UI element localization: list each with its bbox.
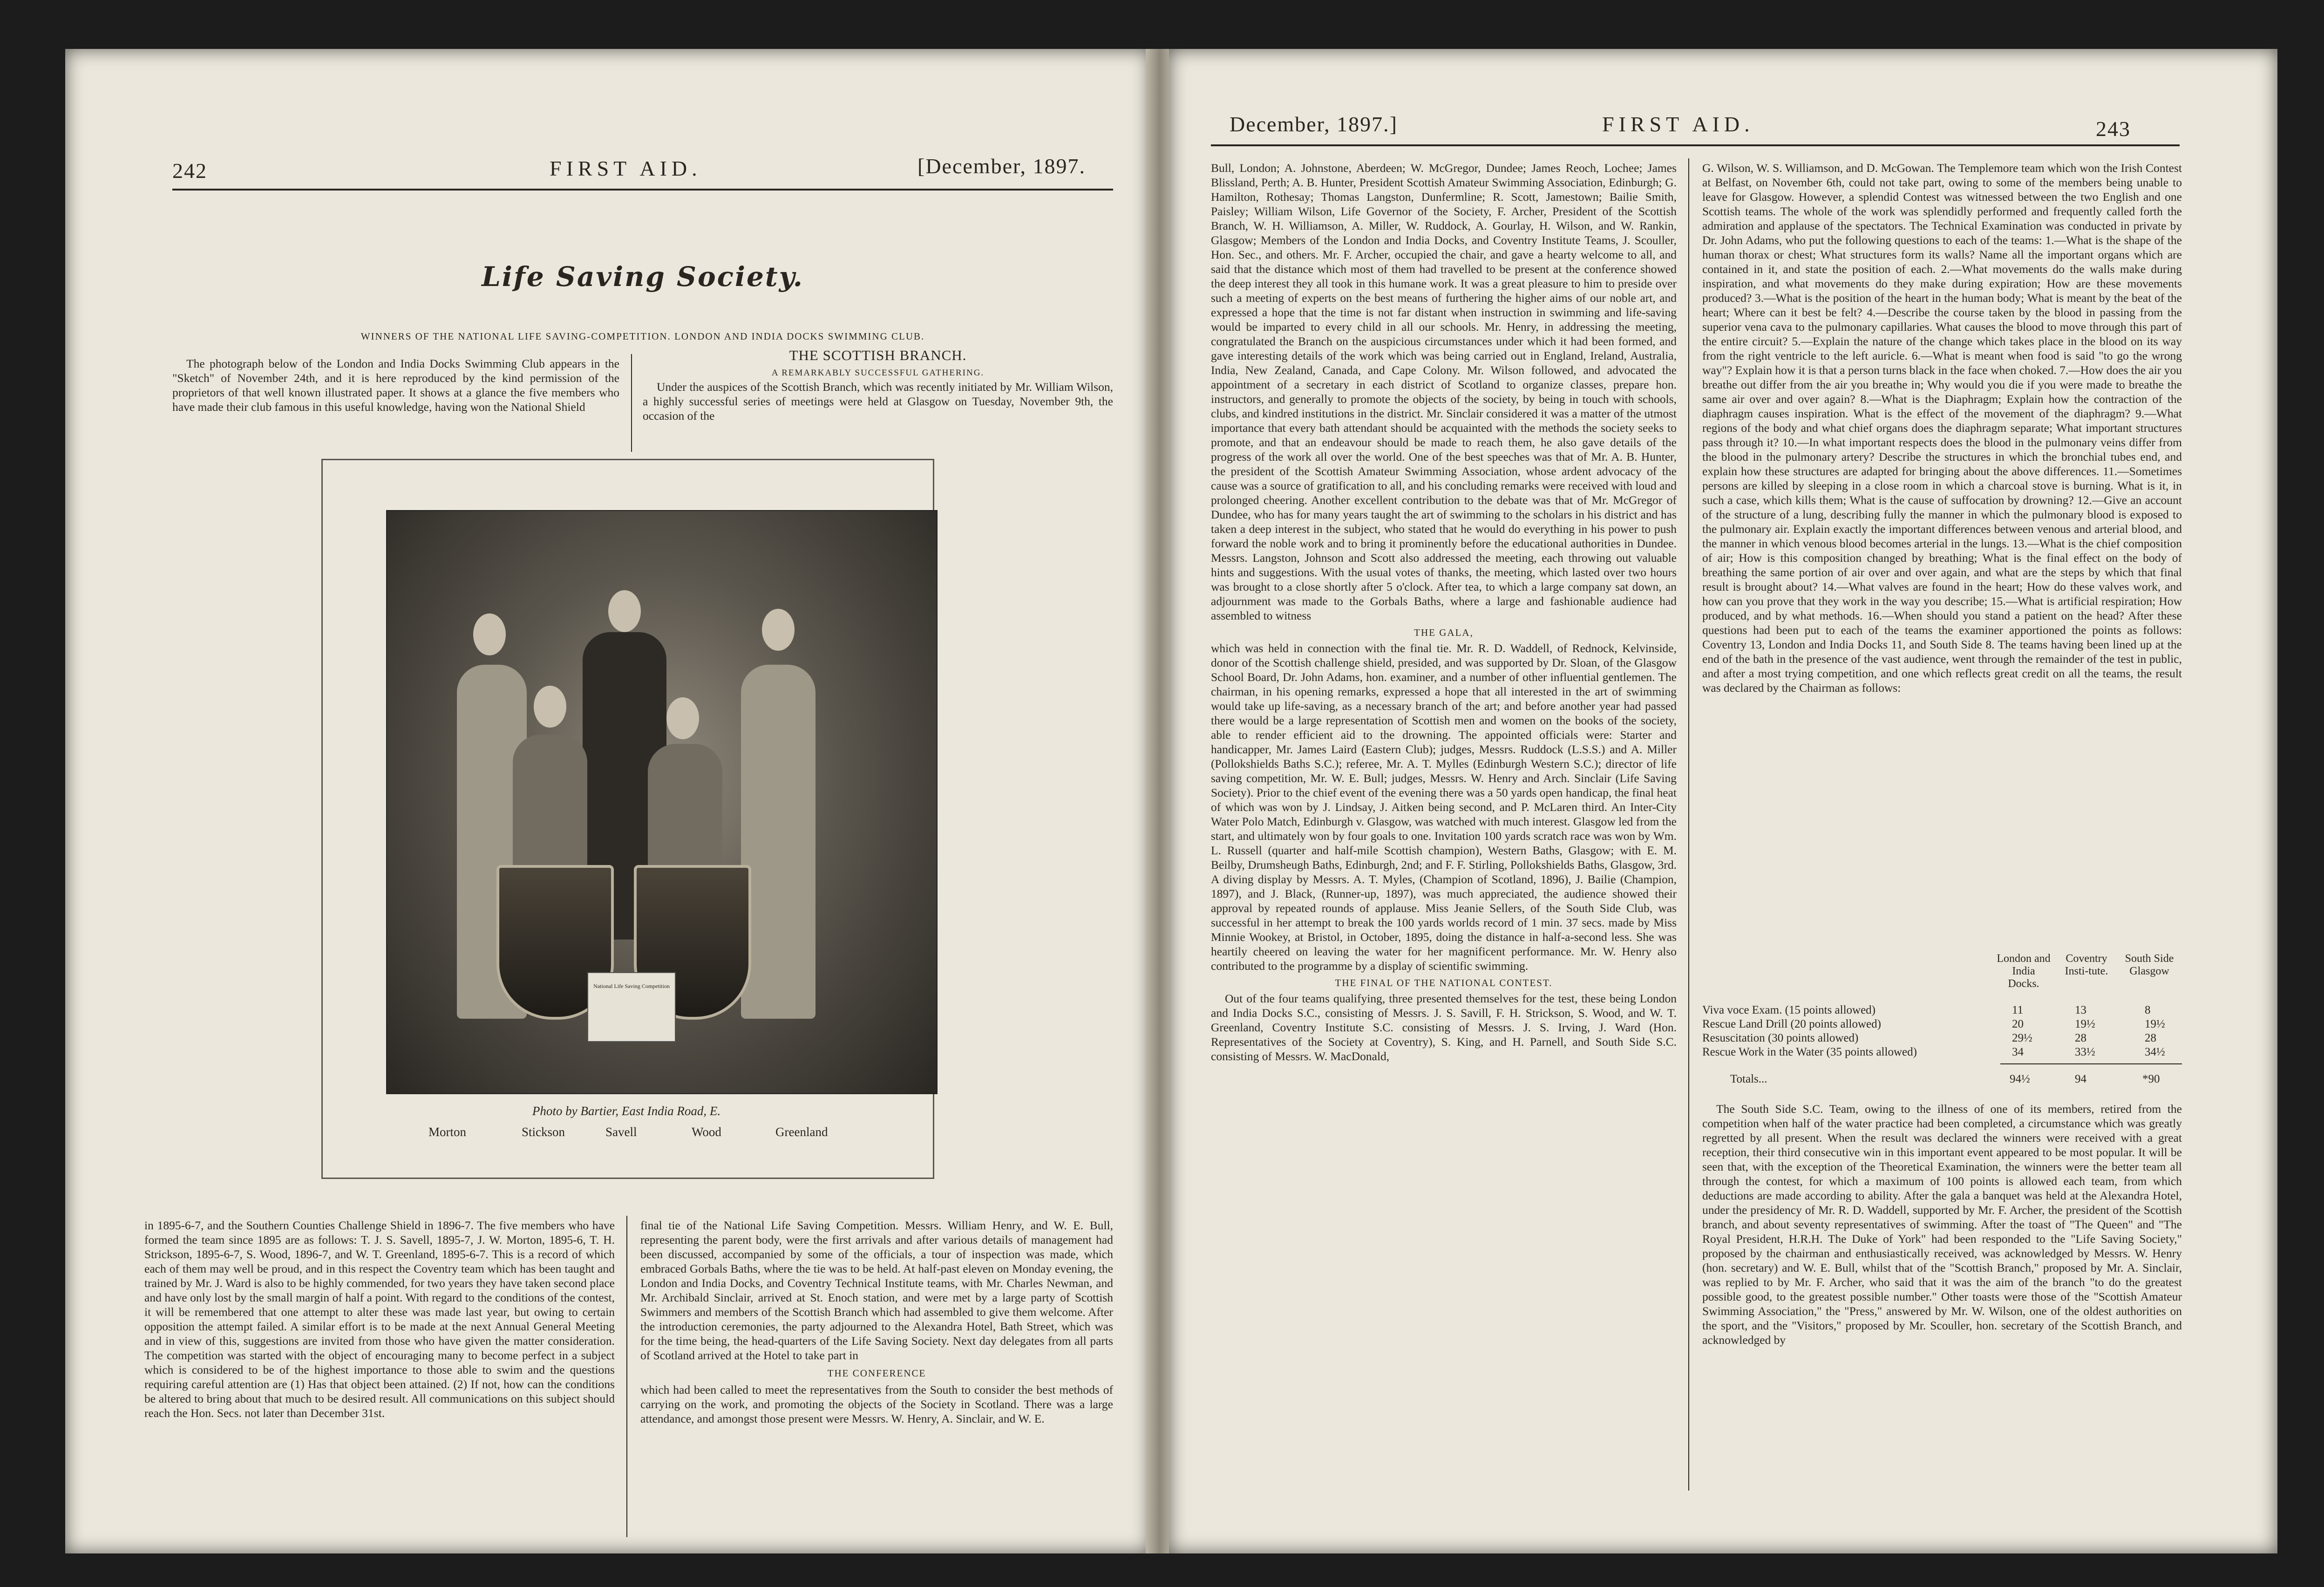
table-cell: 28: [2075, 1032, 2086, 1044]
table-cell: 11: [2012, 1004, 2024, 1016]
intro-text: The photograph below of the London and India Docks Swimming Club appears in the "Sketch" of November 24th, and it is here reproduced by the kind permission of the proprietors of that well known illustrated paper. It shows at a glance the five members who have made their club famous in this useful knowledge, having won the National Shield: [172, 357, 619, 414]
right-column-2: [1702, 161, 2182, 695]
final-heading: THE FINAL OF THE NATIONAL CONTEST.: [1335, 977, 1553, 988]
scottish-intro-column: [643, 380, 1113, 423]
right-column-divider: [1688, 158, 1689, 1491]
left-header-rule: [172, 189, 1113, 191]
left-col1-text: in 1895-6-7, and the Southern Counties Challenge Shield in 1896-7. The five members who have formed the team since 1895 are as follows: T. J. S. Savell, 1895-7, J. W. Morton, 1895-6, T. H. Strickson, 1895-6-7, S. Wood, 1896-7, and W. T. Greenland, 1895-6-7. This is a record of which each of them may well be proud, and in this respect the Coventry team which has been taught and trained by Mr. J. Ward is also to be highly commended, for two years they have taken second place and have only lost by the small margin of half a point. With regard to the conditions of the contest, it will be remembered that one attempt to alter these was made last year, but owing to certain opposition the attempt failed. A similar effort is to be made at the next Annual General Meeting and in view of this, suggestions are invited from those who have given the matter consideration. The competition was started with the object of encouraging many to become perfect in a subject which is considered to be of the highest importance to those able to swim and the questions requiring careful attention are (1) Has that object been attained. (2) If not, how can the conditions be altered to bring about that much to be desired result. All communications on this subject should reach the Hon. Secs. not later than December 31st.: [144, 1219, 615, 1420]
left-col2-text: final tie of the National Life Saving Competition. Messrs. William Henry, and W. E. Bull, representing the parent body, were the first arrivals and after various details of management had been discussed, accompanied by some of the officials, a tour of inspection was made, which embraced Gorbals Baths, where the tie was to be held. At half-past eleven on Monday evening, the London and India Docks, and Coventry Technical Institute teams, with Mr. Charles Newman, and Mr. Archibald Sinclair, arrived at St. Enoch station, and were met by a large party of Scottish Swimmers and members of the Scottish Branch which had assembled to give them welcome. After the introduction ceremonies, the party adjourned to the Alexandra Hotel, Bath Street, which was for the time being, the head-quarters of the Life Saving Society. Next day delegates from all parts of Scotland arrived at the Hotel to take part in: [640, 1219, 1113, 1362]
right-page-number: 243: [2096, 117, 2131, 141]
competition-sign: National Life Saving Competition: [587, 972, 676, 1042]
table-row-label: Rescue Land Drill (20 points allowed): [1702, 1018, 1881, 1030]
head-greenland: [762, 609, 795, 651]
gala-heading: THE GALA,: [1414, 627, 1474, 638]
table-header-coventry: Coventry Insti-tute.: [2065, 953, 2108, 977]
scottish-branch-heading: THE SCOTTISH BRANCH.: [789, 347, 967, 363]
head-official: [608, 590, 641, 632]
name-morton: Morton: [428, 1125, 466, 1139]
right-column-1: [1211, 161, 1677, 1063]
results-table: [1702, 953, 2182, 1106]
head-wood: [666, 697, 699, 739]
conference-heading: THE CONFERENCE: [827, 1368, 926, 1379]
head-morton: [473, 613, 506, 655]
table-cell: 34½: [2145, 1046, 2165, 1058]
left-page-number: 242: [172, 159, 207, 183]
final-text: Out of the four teams qualifying, three presented themselves for the test, these being London and India Docks S.C., consisting of Messrs. J. S. Savill, F. H. Strickson, S. Wood, and W. T. Greenland, Coventry Institute S.C. consisting of Messrs. J. S. Irving, J. Ward (Hon. Representatives of the Society at Coventry), S. King, and H. Parnell, and South Side S.C. consisting of Messrs. W. MacDonald,: [1211, 992, 1677, 1063]
swimmer-greenland: [741, 665, 815, 1019]
scottish-branch-subheading: A REMARKABLY SUCCESSFUL GATHERING.: [771, 368, 985, 378]
left-column-2: [640, 1218, 1113, 1426]
left-column-1: [144, 1218, 615, 1420]
name-wood: Wood: [692, 1125, 721, 1139]
right-date: December, 1897.]: [1230, 112, 1398, 136]
left-date: [December, 1897.: [917, 154, 1086, 178]
right-col1-text: Bull, London; A. Johnstone, Aberdeen; W. McGregor, Dundee; James Reoch, Lochee; James Blissland, Perth; A. B. Hunter, President Scottish Amateur Swimming Association, Edinburgh; G. Hamilton, Rothesay; Thomas Langston, Dunfermline; R. Scott, Jamestown; Bailie Smith, Paisley; William Wilson, Life Governor of the Society, F. Archer, President of the Scottish Branch, W. H. Williamson, A. Miller, W. Ruddock, A. Gourlay, H. Wilson, and W. Rankin, Glasgow; Members of the London and India Docks, and Coventry Institute Teams, J. Scouller, Hon. Sec., and others. Mr. F. Archer, occupied the chair, and gave a hearty welcome to all, and said that the distance which most of them had travelled to be present at the conference showed the deep interest they all took in this humane work. It was a great pleasure to him to preside over such a meeting of experts on the best means of furthering the higher aims of our noble art, and expressed a hope that the time is not far distant when instruction in swimming and life-saving would be imparted to every child in all our schools. Mr. Henry, in addressing the meeting, congratulated the Branch on the auspicious circumstances under which it had been formed, and gave interesting details of the work which was being carried out in England, Ireland, Australia, India, New Zealand, Canada, and Cape Colony. Mr. Wilson followed, and advocated the appointment of a secretary in each district of Scotland to organize classes, prepare hon. instructors, and generally to promote the objects of the society, by being in touch with schools, clubs, and kindred institutions in the district. Mr. Sinclair considered it was a matter of the utmost importance that every bath attendant should be acquainted with the methods the society seeks to promote, and that an endeavour should be made to reach them, he also gave details of the progress of the work all over the world. One of the best speeches was that of Mr. A. B. Hunter, the president of the Scottish Amateur Swimming Association, whose ardent advocacy of the cause was a source of gratification to all, and his concluding remarks were received with loud and prolonged cheering. Another excellent contribution to the debate was that of Mr. McGregor of Dundee, who has for many years taught the art of swimming to the scholars in his district and has taken a deep interest in the subject, who stated that he would do everything in his power to push forward the noble work and to bring it prominently before the educational authorities in Dundee. Messrs. Langston, Johnson and Scott also addressed the meeting, each throwing out valuable hints and suggestions. With the usual votes of thanks, the meeting, which lasted over two hours was brought to a close shortly after 5 o'clock. After tea, to which a large company sat down, an adjournment was made to the Gorbals Baths, where a large and fashionable audience had assembled to witness: [1211, 161, 1677, 622]
closing-column: [1702, 1102, 2182, 1347]
total-coventry: 94: [2075, 1073, 2086, 1085]
article-title: Life Saving Society.: [482, 261, 804, 293]
name-greenland: Greenland: [775, 1125, 828, 1139]
right-running-title: FIRST AID.: [1602, 112, 1754, 136]
right-header-rule: [1211, 144, 2180, 146]
column-divider-bottom: [626, 1216, 627, 1537]
conference-text: which had been called to meet the representatives from the South to consider the best methods of carrying on the work, and promoting the objects of the Society in Scotland. There was a large attendance, and amongst those present were Messrs. W. Henry, A. Sinclair, and W. E.: [640, 1383, 1113, 1425]
intro-column: [172, 356, 619, 414]
closing-text: The South Side S.C. Team, owing to the illness of one of its members, retired from the competition when half of the water practice had been completed, a circumstance which was greatly regretted by all present. When the result was declared the winners were received with a great reception, their third consecutive win in this important event appeared to be most popular. It will be seen that, with the exception of the Theoretical Examination, the winners were the better team all through the contest, for which a maximum of 100 points is allowed each team, from which deductions are made according to ability. After the gala a banquet was held at the Alexandra Hotel, under the presidency of Mr. R. D. Waddell, supported by Mr. F. Archer, the president of the Scottish branch, and about seventy representatives of swimming. After the toast of "The Queen" and "The Royal President, H.R.H. The Duke of York" had been responded to the "Life Saving Society," proposed by the chairman and enthusiastically received, was acknowledged by Messrs. W. Henry (hon. secretary) and W. E. Bull, whilst that of the "Scottish Branch," proposed by Mr. A. Sinclair, was replied to by Mr. F. Archer, who said that it was the aim of the branch "to do the greatest possible good, to the greatest possible number." Other toasts were those of the "Scottish Amateur Swimming Association," the "Press," answered by Mr. W. Wilson, one of the oldest authorities on the sport, and the "Visitors," proposed by Mr. Scouller, hon. secretary of the Scottish Branch, and acknowledged by: [1702, 1102, 2182, 1347]
table-cell: 8: [2145, 1004, 2151, 1016]
column-divider: [631, 354, 632, 452]
table-cell: 29½: [2012, 1032, 2032, 1044]
totals-rule: [2000, 1063, 2182, 1064]
scottish-intro-text: Under the auspices of the Scottish Branch, which was recently initiated by Mr. William Wilson, a highly successful series of meetings were held at Glasgow on Tuesday, November 9th, the occasion of the: [643, 380, 1113, 422]
table-cell: 28: [2145, 1032, 2156, 1044]
name-savell: Savell: [605, 1125, 637, 1139]
table-row-label: Viva voce Exam. (15 points allowed): [1702, 1004, 1876, 1016]
total-southside: *90: [2142, 1073, 2160, 1085]
table-cell: 13: [2075, 1004, 2086, 1016]
left-running-title: FIRST AID.: [550, 157, 702, 180]
table-cell: 19½: [2075, 1018, 2095, 1030]
right-col2-text: G. Wilson, W. S. Williamson, and D. McGowan. The Templemore team which won the Irish Contest at Belfast, on November 6th, could not take part, owing to some of the members being unable to leave for Glasgow. However, a splendid Contest was witnessed between the two English and one Scottish teams. The whole of the work was splendidly performed and frequently called forth the admiration and applause of the spectators. The Technical Examination was conducted in private by Dr. John Adams, who put the following questions to each of the teams: 1.—What is the shape of the human thorax or chest; What structures form its walls? Name all the important organs which are contained in it, and state the position of each. 2.—What movements do the walls make during inspiration, and what movements do they make during expiration; How are these movements produced? 3.—What is the position of the heart in the human body; What is meant by the beat of the heart; Where can it best be felt? 4.—Describe the course taken by the blood in passing from the superior vena cava to the pulmonary capillaries. What causes the blood to move through this part of the entire circuit? 5.—Explain the nature of the change which takes place in the blood on its way from the right ventricle to the left auricle. 6.—What is meant when food is said "to go the wrong way"? Explain how it is that a person turns black in the face when choked. 7.—How does the air you breathe out differ from the air you breathe in; Why would you die if you were made to breathe the same air over and over again? 8.—What is the Diaphragm; Explain how the contraction of the diaphragm causes inspiration. What is the effect of the movement of the diaphragm? 9.—What regions of the body and what chief organs does the diaphragm separate; What important structures pass through it? 10.—In what important respects does the blood in the pulmonary veins differ from the blood in the pulmonary artery? Describe the structures in which the bronchial tubes end, and explain how these structures are adapted for bringing about the above differences. 11.—Sometimes persons are killed by sleeping in a close room in which a charcoal stove is burning. What is it, in such a case, which kills them; What is the cause of suffocation by drowning? 12.—Give an account of the structure of a lung, describing fully the manner in which the pulmonary blood is exposed to the pulmonary air. Explain exactly the important differences between venous and arterial blood, and the manner in which venous blood becomes arterial in the lungs. 13.—What is the chief composition of air; How is this composition changed by breathing; What is the final effect on the body of breathing the same portion of air over and over again, and what are the steps by which that final result is brought about? 14.—What valves are found in the heart; How do these valves work, and how can you prove that they work in the way you describe; 15.—What is artificial respiration; How produced, and by what methods. 16.—When should you stand a patient on the head? After these questions had been put to each of the teams the examiner apportioned the points as follows: Coventry 13, London and India Docks 11, and South Side 8. The teams having been lined up at the end of the bath in the presence of the vast audience, went through the remainder of the test in public, and after a most trying competition, and one which reflects great credit on all the teams, the result was declared by the Chairman as follows:: [1702, 161, 2182, 695]
table-cell: 34: [2012, 1046, 2024, 1058]
photo-credit: Photo by Bartier, East India Road, E.: [532, 1104, 721, 1118]
table-cell: 19½: [2145, 1018, 2165, 1030]
table-row-label: Rescue Work in the Water (35 points allowed): [1702, 1046, 1917, 1058]
table-header-southside: South Side Glasgow: [2125, 953, 2174, 977]
photo-heading: WINNERS OF THE NATIONAL LIFE SAVING-COMPETITION. LONDON AND INDIA DOCKS SWIMMING CLUB.: [360, 331, 925, 342]
gala-text: which was held in connection with the final tie. Mr. R. D. Waddell, of Rednock, Kelvinside, donor of the Scottish challenge shield, presided, and was supported by Dr. Sloan, of the Glasgow School Board, Dr. John Adams, hon. examiner, and a number of other influential gentlemen. The chairman, in his opening remarks, expressed a hope that all interested in the art of swimming would take up life-saving, as a necessary branch of the art; and before another year had passed there would be a large representation of Scottish men and women on the books of the society, able to render efficient aid to the drowning. The appointed officials were: Starter and handicapper, Mr. James Laird (Eastern Club); judges, Messrs. Ruddock (L.S.S.) and A. Miller (Pollokshields Baths S.C.); referee, Mr. A. T. Mylles (Edinburgh Western S.C.); director of life saving competition, Mr. W. E. Bull; judges, Messrs. W. Henry and Arch. Sinclair (Life Saving Society). Prior to the chief event of the evening there was a 50 yards open handicap, the final heat of which was won by J. Lindsay, J. Aitken being second, and P. McLaren third. An Inter-City Water Polo Match, Edinburgh v. Glasgow, was watched with much interest. Glasgow led from the start, and ultimately won by four goals to one. Invitation 100 yards scratch race was won by Wm. L. Russell (quarter and half-mile Scottish champion), Western Baths, Glasgow; with E. M. Beilby, Drumsheugh Baths, Edinburgh, 2nd; and F. F. Stirling, Pollokshields Baths, Glasgow, 3rd. A diving display by Messrs. A. T. Myles, (Champion of Scotland, 1896), J. Bailie (Champion, 1897), and J. Black, (Runner-up, 1897), was much appreciated, the audience showed their approval by repeated rounds of applause. Miss Jeanie Sellers, of the South Side Club, was successful in her attempt to break the 100 yards worlds record of 1 min. 37 secs. made by Miss Minnie Wookey, at Bristol, in October, 1895, doing the distance in half-a-second less. She was heartily cheered on leaving the water for her magnificent performance. Mr. W. Henry also contributed to the programme by a display of scientific swimming.: [1211, 641, 1677, 973]
name-stickson: Stickson: [522, 1125, 565, 1139]
table-cell: 33½: [2075, 1046, 2095, 1058]
table-row-label: Resuscitation (30 points allowed): [1702, 1032, 1859, 1044]
totals-label: Totals...: [1730, 1073, 1767, 1085]
team-photograph: [386, 510, 938, 1094]
head-stickson: [534, 686, 566, 728]
table-cell: 20: [2012, 1018, 2024, 1030]
total-london: 94½: [2010, 1073, 2030, 1085]
table-header-london: London and India Docks.: [1997, 953, 2051, 990]
